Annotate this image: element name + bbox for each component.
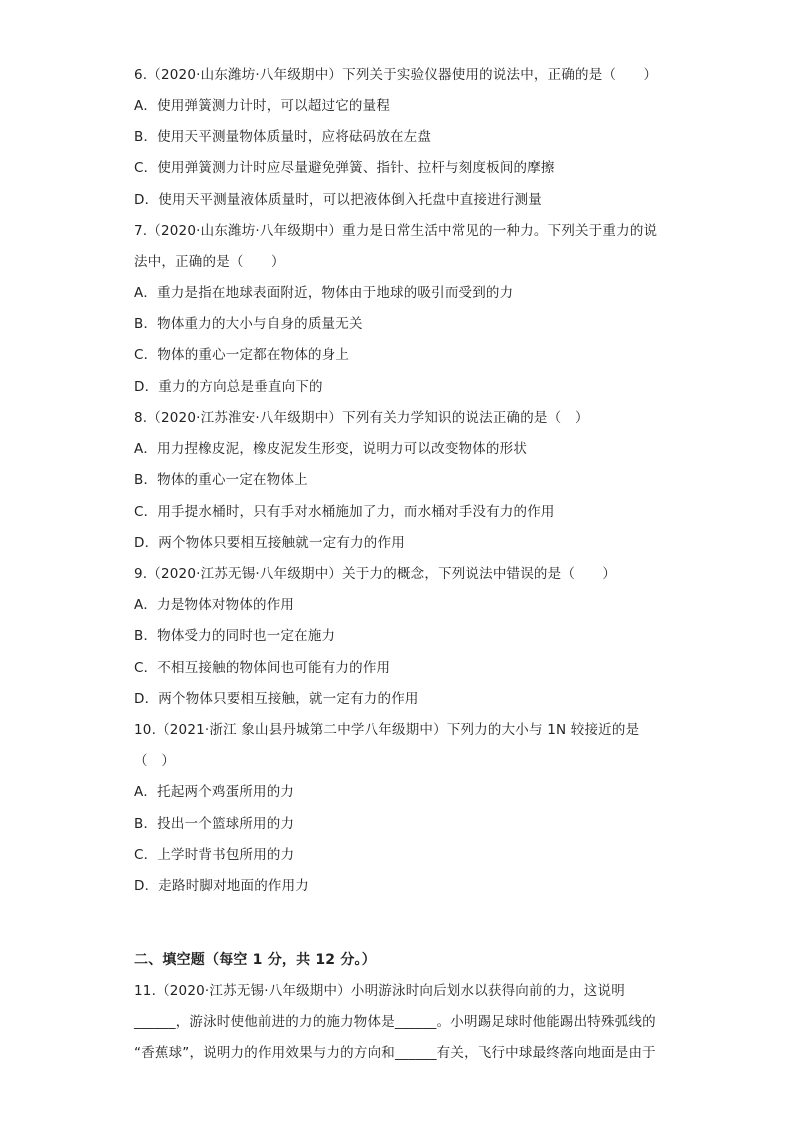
- question-8-option-d: D．两个物体只要相互接触就一定有力的作用: [134, 535, 405, 551]
- question-6-option-c: C．使用弹簧测力计时应尽量避免弹簧、指针、拉杆与刻度板间的摩擦: [134, 160, 555, 176]
- question-6-option-a: A．使用弹簧测力计时，可以超过它的量程: [134, 98, 391, 114]
- question-10-option-d: D．走路时脚对地面的作用力: [134, 878, 309, 894]
- question-6-option-b: B．使用天平测量物体质量时，应将砝码放在左盘: [134, 129, 432, 145]
- question-8-option-c: C．用手提水桶时，只有手对水桶施加了力，而水桶对手没有力的作用: [134, 504, 555, 520]
- question-7-option-b: B．物体重力的大小与自身的质量无关: [134, 316, 363, 332]
- question-10-stem-line2: （ ）: [134, 753, 176, 769]
- question-10-stem-line1: 10.（2021·浙江 象山县丹城第二中学八年级期中）下列力的大小与 1N 较接近的是: [134, 722, 640, 738]
- question-11-line2: ______，游泳时使他前进的力的施力物体是______。小明踢足球时他能踢出特殊弧线的: [134, 1014, 656, 1030]
- question-9-option-b: B．物体受力的同时也一定在施力: [134, 628, 336, 644]
- question-8-option-b: B．物体的重心一定在物体上: [134, 472, 308, 488]
- question-10-option-b: B．投出一个篮球所用的力: [134, 816, 295, 832]
- question-6-stem: 6.（2020·山东潍坊·八年级期中）下列关于实验仪器使用的说法中，正确的是（ ）: [134, 67, 658, 83]
- question-11-line3: “香蕉球”，说明力的作用效果与力的方向和______有关，飞行中球最终落向地面是由于: [134, 1045, 656, 1061]
- question-9-option-a: A．力是物体对物体的作用: [134, 597, 295, 613]
- question-10-option-c: C．上学时背书包所用的力: [134, 847, 295, 863]
- question-11-line1: 11.（2020·江苏无锡·八年级期中）小明游泳时向后划水以获得向前的力，这说明: [134, 983, 625, 999]
- question-9-option-c: C．不相互接触的物体间也可能有力的作用: [134, 660, 391, 676]
- question-8-stem: 8.（2020·江苏淮安·八年级期中）下列有关力学知识的说法正确的是（ ）: [134, 410, 589, 426]
- question-7-option-a: A．重力是指在地球表面附近，物体由于地球的吸引而受到的力: [134, 285, 514, 301]
- question-7-stem-line1: 7.（2020·山东潍坊·八年级期中）重力是日常生活中常见的一种力。下列关于重力的说: [134, 223, 658, 239]
- section-2-title: 二、填空题（每空 1 分，共 12 分。）: [134, 952, 376, 968]
- question-8-option-a: A．用力捏橡皮泥，橡皮泥发生形变，说明力可以改变物体的形状: [134, 441, 528, 457]
- question-9-stem: 9.（2020·江苏无锡·八年级期中）关于力的概念，下列说法中错误的是（ ）: [134, 566, 617, 582]
- question-10-option-a: A．托起两个鸡蛋所用的力: [134, 784, 295, 800]
- question-6-option-d: D．使用天平测量液体质量时，可以把液体倒入托盘中直接进行测量: [134, 192, 542, 208]
- question-7-option-d: D．重力的方向总是垂直向下的: [134, 379, 323, 395]
- question-9-option-d: D．两个物体只要相互接触，就一定有力的作用: [134, 691, 419, 707]
- question-7-stem-line2: 法中，正确的是（ ）: [134, 254, 285, 270]
- question-7-option-c: C．物体的重心一定都在物体的身上: [134, 347, 350, 363]
